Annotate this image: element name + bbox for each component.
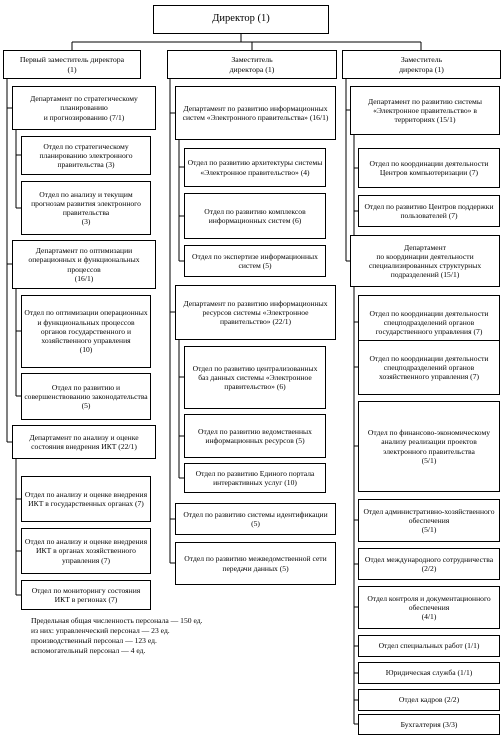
unit-label: Отдел по развитию централизованных баз данных системы «Электронное правительство» (6)	[192, 363, 318, 392]
unit-label: Отдел по развитию Центров поддержки пользователей (7)	[364, 201, 494, 220]
unit-label: Отдел по координации деятельности спецподразделений органов хозяйственного управления (7)	[369, 353, 489, 382]
unit-administrative-support	[358, 499, 500, 542]
unit-financial-analysis	[358, 401, 500, 492]
unit-support-centers	[358, 195, 500, 227]
unit-centralized-databases	[184, 346, 326, 409]
unit-hr	[358, 689, 500, 711]
unit-is-expertise	[184, 245, 326, 277]
deputy-director-2-box	[167, 50, 337, 79]
unit-ict-state-bodies	[21, 476, 151, 522]
unit-label: Отдел международного сотрудничества (2/2)	[364, 554, 494, 573]
unit-label: Отдел по финансово-экономическому анализу реализации проектов электронного правительства (5/1)	[367, 428, 491, 465]
unit-legal-service	[358, 662, 500, 684]
unit-international-cooperation	[358, 548, 500, 580]
unit-label: Отдел по координации деятельности Центров компьютеризации (7)	[369, 158, 489, 177]
unit-process-optimization	[21, 295, 151, 368]
unit-label: Отдел по развитию Единого портала интерактивных услуг (10)	[195, 468, 315, 487]
dept-information-resources	[175, 285, 336, 340]
deputy-director-3-box	[342, 50, 501, 79]
unit-ict-monitoring-regions	[21, 580, 151, 610]
unit-label: Отдел по мониторингу состояния ИКТ в регионах (7)	[31, 585, 141, 604]
unit-analysis-forecasts	[21, 181, 151, 235]
deputy-director-3-label: Заместитель директора (1)	[399, 55, 444, 74]
unit-control-documentation	[358, 586, 500, 629]
staff-notes	[31, 616, 202, 656]
dept-ict-analysis-label: Департамент по анализу и оценке состояния внедрения ИКТ (22/1)	[29, 432, 139, 451]
dept-process-optimization-label: Департамент по оптимизации операционных и функциональных процессов (16/1)	[28, 246, 140, 283]
dept-ict-analysis	[12, 425, 156, 459]
first-deputy-director-box	[3, 50, 141, 79]
first-deputy-director-label: Первый заместитель директора (1)	[19, 55, 125, 74]
unit-label: Отдел кадров (2/2)	[398, 695, 460, 705]
staff-note-total: Предельная общая численность персонала — 150 ед.	[31, 616, 203, 625]
unit-legislation	[21, 373, 151, 420]
unit-computerization-centers	[358, 148, 500, 188]
dept-information-systems	[175, 86, 336, 140]
unit-is-complexes	[184, 193, 326, 239]
unit-label: Бухгалтерия (3/3)	[400, 719, 458, 729]
unit-label: Отдел по экспертизе информационных систем (5)	[192, 251, 318, 270]
unit-label: Юридическая служба (1/1)	[385, 668, 473, 678]
unit-special-works	[358, 635, 500, 657]
unit-label: Отдел по развитию комплексов информационных систем (6)	[204, 206, 306, 225]
dept-strategic-planning	[12, 86, 156, 130]
unit-strategic-planning	[21, 136, 151, 175]
unit-label: Отдел по развитию системы идентификации (5)	[183, 509, 328, 528]
unit-identification	[175, 503, 336, 535]
dept-territories-label: Департамент по развитию системы «Электронное правительство» в территориях (15/1)	[368, 96, 482, 125]
dept-territories	[350, 86, 500, 135]
unit-architecture	[184, 148, 326, 187]
director-label: Директор (1)	[212, 13, 270, 25]
dept-special-units	[350, 235, 500, 287]
staff-note-production: производственный персонал — 123 ед.	[31, 636, 157, 646]
unit-label: Отдел по анализу и текущим прогнозам развития электронного правительства (3)	[31, 189, 141, 227]
unit-label: Отдел по развитию ведомственных информационных ресурсов (5)	[198, 426, 312, 445]
dept-strategic-planning-label: Департамент по стратегическому планированию и прогнозированию (7/1)	[30, 94, 138, 122]
unit-label: Отдел по развитию архитектуры системы «Электронное правительство» (4)	[187, 158, 323, 177]
unit-single-portal	[184, 463, 326, 493]
unit-ict-economic-bodies	[21, 528, 151, 574]
unit-label: Отдел по оптимизации операционных и функциональных процессов органов государственного и хозяйственного управления (10)	[24, 308, 148, 355]
unit-accounting	[358, 714, 500, 735]
director-box	[153, 5, 329, 34]
unit-label: Отдел по стратегическому планированию электронного правительства (3)	[39, 141, 133, 170]
unit-economic-special-units	[358, 340, 500, 395]
unit-label: Отдел по анализу и оценке внедрения ИКТ в государственных органах (7)	[24, 489, 148, 508]
unit-interdepartmental-network	[175, 542, 336, 585]
unit-label: Отдел по анализу и оценке внедрения ИКТ в органах хозяйственного управления (7)	[24, 537, 148, 565]
dept-information-systems-label: Департамент по развитию информационных систем «Электронного правительства» (16/1)	[182, 103, 329, 122]
unit-departmental-resources	[184, 414, 326, 458]
dept-information-resources-label: Департамент по развитию информационных ресурсов системы «Электронное правительство» (22/1)	[183, 298, 328, 327]
dept-process-optimization	[12, 240, 156, 289]
unit-label: Отдел специальных работ (1/1)	[378, 641, 480, 651]
deputy-director-2-label: Заместитель директора (1)	[229, 55, 275, 74]
unit-label: Отдел по координации деятельности спецподразделений органов государственного управления (7)	[369, 308, 489, 337]
unit-label: Отдел по развитию межведомственной сети передачи данных (5)	[184, 554, 327, 573]
unit-label: Отдел административно-хозяйственного обеспечения (5/1)	[363, 506, 495, 535]
unit-label: Отдел по развитию и совершенствованию законодательства (5)	[24, 382, 148, 411]
staff-note-auxiliary: вспомогательный персонал — 4 ед.	[31, 646, 146, 656]
dept-special-units-label: Департамент по координации деятельности специализированных структурных подразделений (15/1)	[368, 242, 482, 280]
unit-label: Отдел контроля и документационного обеспечения (4/1)	[367, 593, 491, 622]
staff-note-management: из них: управленческий персонал — 23 ед.	[31, 626, 170, 636]
